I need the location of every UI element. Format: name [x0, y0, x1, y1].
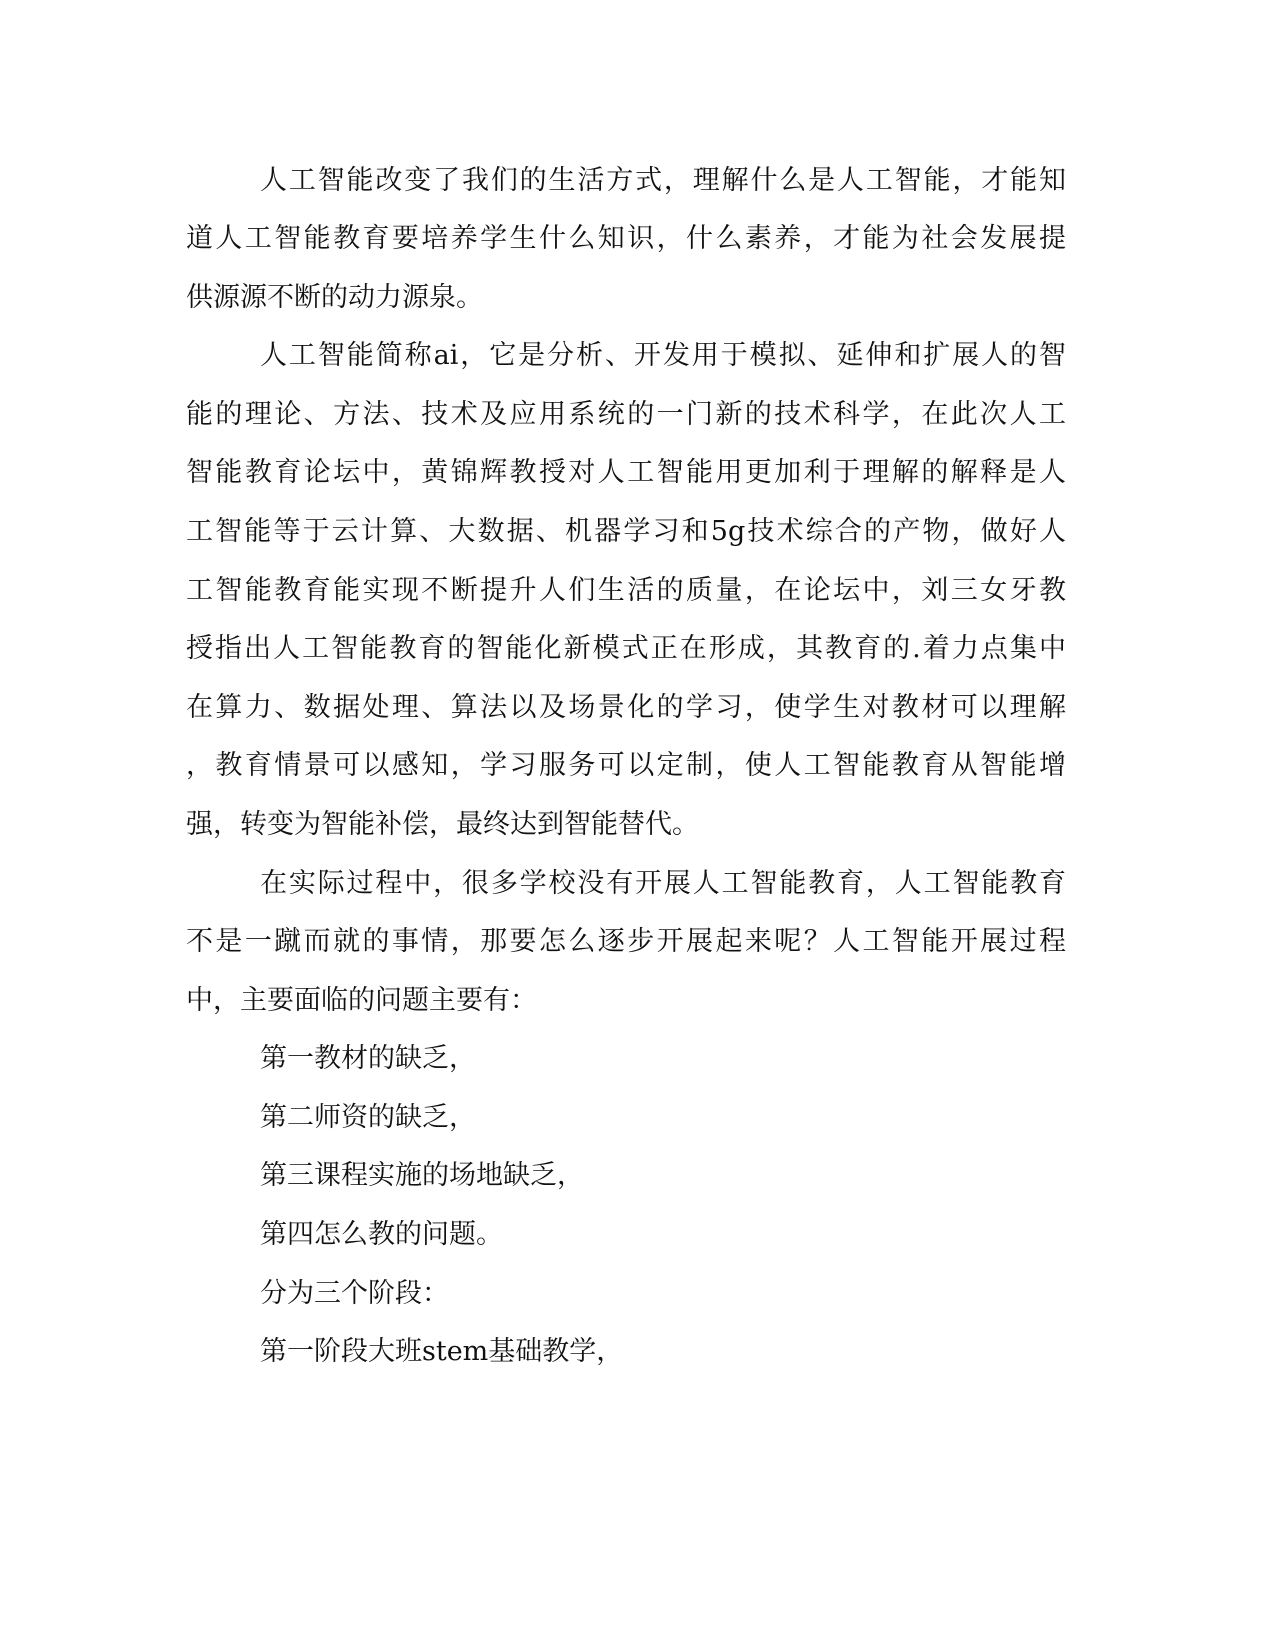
- paragraph-2-line-5: 工智能教育能实现不断提升人们生活的质量，在论坛中，刘三女牙教: [186, 575, 1066, 606]
- item-2: 第二师资的缺乏，: [260, 1102, 476, 1133]
- paragraph-2-line-4: 工智能等于云计算、大数据、机器学习和5g技术综合的产物，做好人: [186, 516, 1066, 547]
- item-5: 分为三个阶段：: [260, 1278, 449, 1309]
- paragraph-2-line-6: 授指出人工智能教育的智能化新模式正在形成，其教育的.着力点集中: [186, 633, 1066, 664]
- item-3: 第三课程实施的场地缺乏，: [260, 1160, 584, 1191]
- paragraph-1-line-1: 人工智能改变了我们的生活方式，理解什么是人工智能，才能知: [260, 165, 1066, 196]
- item-1: 第一教材的缺乏，: [260, 1043, 476, 1074]
- paragraph-2-line-1: 人工智能简称ai，它是分析、开发用于模拟、延伸和扩展人的智: [260, 340, 1066, 371]
- paragraph-3-line-3: 中，主要面临的问题主要有：: [186, 985, 537, 1016]
- paragraph-3-line-1: 在实际过程中，很多学校没有开展人工智能教育，人工智能教育: [260, 868, 1066, 899]
- paragraph-2-line-9: 强，转变为智能补偿，最终达到智能替代。: [186, 809, 699, 840]
- paragraph-3-line-2: 不是一蹴而就的事情，那要怎么逐步开展起来呢？人工智能开展过程: [186, 926, 1066, 957]
- paragraph-2-line-7: 在算力、数据处理、算法以及场景化的学习，使学生对教材可以理解: [186, 692, 1066, 723]
- paragraph-2-line-8: ，教育情景可以感知，学习服务可以定制，使人工智能教育从智能增: [186, 750, 1066, 781]
- item-4: 第四怎么教的问题。: [260, 1219, 503, 1250]
- paragraph-2-line-2: 能的理论、方法、技术及应用系统的一门新的技术科学，在此次人工: [186, 399, 1066, 430]
- paragraph-2-line-3: 智能教育论坛中，黄锦辉教授对人工智能用更加利于理解的解释是人: [186, 457, 1066, 488]
- item-6: 第一阶段大班stem基础教学，: [260, 1336, 624, 1367]
- paragraph-1-line-3: 供源源不断的动力源泉。: [186, 282, 483, 313]
- paragraph-1-line-2: 道人工智能教育要培养学生什么知识，什么素养，才能为社会发展提: [186, 223, 1066, 254]
